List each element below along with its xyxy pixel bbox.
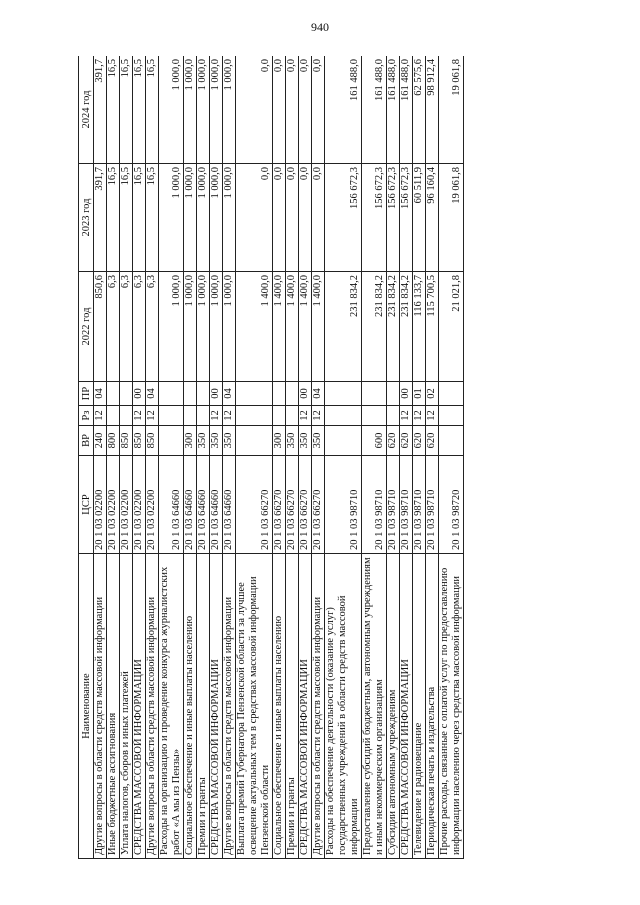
cell-pr: 02 xyxy=(426,382,439,406)
cell-pr: 04 xyxy=(94,382,107,406)
cell-y2023: 16,5 xyxy=(107,164,120,272)
cell-y2023: 1 000,0 xyxy=(197,164,210,272)
cell-rz: 12 xyxy=(133,406,146,426)
cell-rz: 12 xyxy=(223,406,236,426)
cell-csr: 20 1 03 66270 xyxy=(299,456,312,554)
cell-y2024: 1 000,0 xyxy=(197,56,210,164)
table-row xyxy=(223,56,236,859)
budget-table xyxy=(78,56,464,859)
cell-y2024: 0,0 xyxy=(236,56,273,164)
header-csr: ЦСР xyxy=(79,456,94,554)
table-body xyxy=(94,56,464,859)
cell-vr: 800 xyxy=(107,426,120,456)
cell-name: Премии и гранты xyxy=(286,554,299,859)
cell-y2024: 161 488,0 xyxy=(325,56,362,164)
cell-vr: 620 xyxy=(413,426,426,456)
cell-vr: 350 xyxy=(210,426,223,456)
cell-y2022: 231 834,2 xyxy=(387,272,400,382)
cell-y2023: 0,0 xyxy=(286,164,299,272)
cell-name: Выплата премий Губернатора Пензенской области за лучшее освещение актуальных тем в средствах массовой информации Пензенской области xyxy=(236,554,273,859)
cell-y2024: 1 000,0 xyxy=(210,56,223,164)
cell-y2024: 1 000,0 xyxy=(223,56,236,164)
table-row xyxy=(312,56,325,859)
cell-csr: 20 1 03 02200 xyxy=(133,456,146,554)
table-row xyxy=(184,56,197,859)
cell-y2024: 391,7 xyxy=(94,56,107,164)
cell-name: СРЕДСТВА МАССОВОЙ ИНФОРМАЦИИ xyxy=(299,554,312,859)
cell-y2022: 850,6 xyxy=(94,272,107,382)
cell-y2024: 0,0 xyxy=(299,56,312,164)
cell-csr: 20 1 03 98710 xyxy=(362,456,387,554)
cell-y2023: 0,0 xyxy=(299,164,312,272)
cell-csr: 20 1 03 64660 xyxy=(184,456,197,554)
cell-y2023: 1 000,0 xyxy=(210,164,223,272)
cell-vr: 300 xyxy=(273,426,286,456)
cell-vr: 620 xyxy=(426,426,439,456)
cell-y2022: 1 000,0 xyxy=(184,272,197,382)
cell-y2024: 161 488,0 xyxy=(387,56,400,164)
cell-y2024: 1 000,0 xyxy=(184,56,197,164)
cell-y2024: 161 488,0 xyxy=(400,56,413,164)
cell-rz xyxy=(325,406,362,426)
table-row xyxy=(400,56,413,859)
cell-vr: 350 xyxy=(299,426,312,456)
cell-y2024: 0,0 xyxy=(312,56,325,164)
cell-pr xyxy=(184,382,197,406)
table-row xyxy=(286,56,299,859)
cell-rz: 12 xyxy=(210,406,223,426)
table-row xyxy=(325,56,362,859)
table-row xyxy=(146,56,159,859)
cell-pr xyxy=(387,382,400,406)
rotated-page xyxy=(78,56,585,859)
table-row xyxy=(413,56,426,859)
cell-y2022: 1 000,0 xyxy=(159,272,184,382)
cell-y2023: 156 672,3 xyxy=(362,164,387,272)
cell-rz xyxy=(387,406,400,426)
cell-y2022: 1 000,0 xyxy=(197,272,210,382)
cell-pr xyxy=(362,382,387,406)
cell-vr: 620 xyxy=(387,426,400,456)
table-row xyxy=(299,56,312,859)
cell-rz xyxy=(273,406,286,426)
table-row xyxy=(426,56,439,859)
cell-y2022: 116 133,7 xyxy=(413,272,426,382)
cell-y2024: 16,5 xyxy=(133,56,146,164)
cell-pr: 04 xyxy=(146,382,159,406)
cell-y2022: 1 400,0 xyxy=(299,272,312,382)
cell-vr xyxy=(439,426,464,456)
cell-vr: 350 xyxy=(223,426,236,456)
cell-y2023: 16,5 xyxy=(120,164,133,272)
cell-name: Периодическая печать и издательства xyxy=(426,554,439,859)
cell-rz: 12 xyxy=(94,406,107,426)
cell-rz xyxy=(184,406,197,426)
cell-csr: 20 1 03 02200 xyxy=(107,456,120,554)
cell-y2023: 0,0 xyxy=(273,164,286,272)
cell-csr: 20 1 03 98710 xyxy=(387,456,400,554)
cell-y2023: 19 061,8 xyxy=(439,164,464,272)
table-header-row xyxy=(79,56,94,859)
cell-rz xyxy=(197,406,210,426)
cell-y2024: 1 000,0 xyxy=(159,56,184,164)
cell-rz: 12 xyxy=(146,406,159,426)
cell-vr xyxy=(159,426,184,456)
table-row xyxy=(387,56,400,859)
cell-vr: 620 xyxy=(400,426,413,456)
cell-rz: 12 xyxy=(413,406,426,426)
cell-csr: 20 1 03 98710 xyxy=(413,456,426,554)
cell-y2023: 391,7 xyxy=(94,164,107,272)
cell-y2023: 60 511,9 xyxy=(413,164,426,272)
cell-name: Предоставление субсидий бюджетным, автономным учреждениям и иным некоммерческим организациям xyxy=(362,554,387,859)
cell-rz xyxy=(286,406,299,426)
table-row xyxy=(439,56,464,859)
cell-vr xyxy=(325,426,362,456)
header-2024: 2024 год xyxy=(79,56,94,164)
cell-y2024: 16,5 xyxy=(120,56,133,164)
cell-y2022: 6,3 xyxy=(107,272,120,382)
cell-y2022: 1 400,0 xyxy=(286,272,299,382)
cell-pr xyxy=(197,382,210,406)
cell-name: Другие вопросы в области средств массовой информации xyxy=(312,554,325,859)
cell-name: Уплата налогов, сборов и иных платежей xyxy=(120,554,133,859)
cell-y2024: 0,0 xyxy=(273,56,286,164)
cell-rz: 12 xyxy=(400,406,413,426)
cell-rz xyxy=(439,406,464,426)
table-row xyxy=(362,56,387,859)
cell-rz xyxy=(236,406,273,426)
cell-pr xyxy=(325,382,362,406)
cell-name: СРЕДСТВА МАССОВОЙ ИНФОРМАЦИИ xyxy=(210,554,223,859)
cell-csr: 20 1 03 66270 xyxy=(286,456,299,554)
cell-name: Расходы на обеспечение деятельности (оказание услуг) государственных учреждений в области средств массовой информации xyxy=(325,554,362,859)
header-2022: 2022 год xyxy=(79,272,94,382)
cell-pr: 00 xyxy=(210,382,223,406)
cell-pr xyxy=(120,382,133,406)
cell-vr: 850 xyxy=(120,426,133,456)
cell-rz xyxy=(120,406,133,426)
cell-name: Субсидии автономным учреждениям xyxy=(387,554,400,859)
cell-name: СРЕДСТВА МАССОВОЙ ИНФОРМАЦИИ xyxy=(133,554,146,859)
cell-y2024: 16,5 xyxy=(107,56,120,164)
cell-y2024: 62 575,6 xyxy=(413,56,426,164)
cell-csr: 20 1 03 66270 xyxy=(236,456,273,554)
cell-y2022: 1 000,0 xyxy=(210,272,223,382)
cell-name: Иные бюджетные ассигнования xyxy=(107,554,120,859)
cell-csr: 20 1 03 98720 xyxy=(439,456,464,554)
cell-pr xyxy=(286,382,299,406)
cell-csr: 20 1 03 02200 xyxy=(120,456,133,554)
cell-y2022: 231 834,2 xyxy=(362,272,387,382)
header-rz: Рз xyxy=(79,406,94,426)
header-name: Наименование xyxy=(79,554,94,859)
cell-y2022: 231 834,2 xyxy=(325,272,362,382)
cell-name: Премии и гранты xyxy=(197,554,210,859)
cell-y2022: 231 834,2 xyxy=(400,272,413,382)
cell-rz xyxy=(159,406,184,426)
cell-name: Другие вопросы в области средств массовой информации xyxy=(146,554,159,859)
cell-rz xyxy=(107,406,120,426)
cell-pr xyxy=(273,382,286,406)
cell-y2022: 1 400,0 xyxy=(312,272,325,382)
cell-rz xyxy=(362,406,387,426)
cell-y2023: 1 000,0 xyxy=(223,164,236,272)
cell-y2023: 96 160,4 xyxy=(426,164,439,272)
cell-pr: 00 xyxy=(133,382,146,406)
cell-csr: 20 1 03 02200 xyxy=(94,456,107,554)
cell-vr: 850 xyxy=(146,426,159,456)
cell-name: Социальное обеспечение и иные выплаты населению xyxy=(273,554,286,859)
cell-csr: 20 1 03 98710 xyxy=(426,456,439,554)
cell-name: Телевидение и радиовещание xyxy=(413,554,426,859)
cell-pr: 00 xyxy=(299,382,312,406)
cell-y2022: 6,3 xyxy=(146,272,159,382)
cell-vr: 350 xyxy=(286,426,299,456)
page-number: 940 xyxy=(311,20,329,34)
table-row xyxy=(159,56,184,859)
cell-y2022: 1 400,0 xyxy=(236,272,273,382)
cell-csr: 20 1 03 66270 xyxy=(312,456,325,554)
cell-y2023: 156 672,3 xyxy=(400,164,413,272)
cell-pr xyxy=(236,382,273,406)
table-row xyxy=(236,56,273,859)
cell-pr: 00 xyxy=(400,382,413,406)
cell-pr: 04 xyxy=(223,382,236,406)
cell-y2023: 16,5 xyxy=(146,164,159,272)
cell-vr: 850 xyxy=(133,426,146,456)
cell-y2024: 19 061,8 xyxy=(439,56,464,164)
cell-csr: 20 1 03 66270 xyxy=(273,456,286,554)
cell-y2024: 0,0 xyxy=(286,56,299,164)
cell-y2024: 98 912,4 xyxy=(426,56,439,164)
cell-y2024: 161 488,0 xyxy=(362,56,387,164)
cell-csr: 20 1 03 64660 xyxy=(159,456,184,554)
cell-name: Социальное обеспечение и иные выплаты населению xyxy=(184,554,197,859)
cell-name: Другие вопросы в области средств массовой информации xyxy=(94,554,107,859)
cell-csr: 20 1 03 98710 xyxy=(400,456,413,554)
table-row xyxy=(120,56,133,859)
cell-name: СРЕДСТВА МАССОВОЙ ИНФОРМАЦИИ xyxy=(400,554,413,859)
table-row xyxy=(273,56,286,859)
table-row xyxy=(197,56,210,859)
cell-name: Расходы на организацию и проведение конкурса журналистских работ «А мы из Пензы» xyxy=(159,554,184,859)
cell-csr: 20 1 03 64660 xyxy=(197,456,210,554)
cell-y2023: 1 000,0 xyxy=(159,164,184,272)
table-row xyxy=(107,56,120,859)
cell-y2023: 1 000,0 xyxy=(184,164,197,272)
cell-pr: 04 xyxy=(312,382,325,406)
table-row xyxy=(210,56,223,859)
cell-pr: 01 xyxy=(413,382,426,406)
cell-vr: 240 xyxy=(94,426,107,456)
cell-csr: 20 1 03 98710 xyxy=(325,456,362,554)
cell-y2022: 6,3 xyxy=(133,272,146,382)
cell-y2023: 16,5 xyxy=(133,164,146,272)
cell-y2023: 156 672,3 xyxy=(387,164,400,272)
header-vr: ВР xyxy=(79,426,94,456)
landscape-table-wrapper xyxy=(78,56,585,859)
cell-y2022: 115 700,5 xyxy=(426,272,439,382)
cell-pr xyxy=(107,382,120,406)
cell-rz: 12 xyxy=(299,406,312,426)
cell-rz: 12 xyxy=(312,406,325,426)
cell-y2022: 1 000,0 xyxy=(223,272,236,382)
cell-vr: 300 xyxy=(184,426,197,456)
cell-y2022: 21 021,8 xyxy=(439,272,464,382)
cell-y2023: 0,0 xyxy=(312,164,325,272)
cell-vr: 600 xyxy=(362,426,387,456)
header-2023: 2023 год xyxy=(79,164,94,272)
header-pr: ПР xyxy=(79,382,94,406)
cell-vr: 350 xyxy=(197,426,210,456)
cell-vr: 350 xyxy=(312,426,325,456)
table-row xyxy=(133,56,146,859)
cell-y2022: 6,3 xyxy=(120,272,133,382)
table-row xyxy=(94,56,107,859)
cell-name: Другие вопросы в области средств массовой информации xyxy=(223,554,236,859)
cell-rz: 12 xyxy=(426,406,439,426)
cell-vr xyxy=(236,426,273,456)
cell-pr xyxy=(439,382,464,406)
cell-name: Прочие расходы, связанные с оплатой услуг по предоставлению информации населению через средства массовой информации xyxy=(439,554,464,859)
cell-csr: 20 1 03 64660 xyxy=(223,456,236,554)
cell-y2022: 1 400,0 xyxy=(273,272,286,382)
cell-pr xyxy=(159,382,184,406)
cell-csr: 20 1 03 02200 xyxy=(146,456,159,554)
cell-csr: 20 1 03 64660 xyxy=(210,456,223,554)
cell-y2023: 156 672,3 xyxy=(325,164,362,272)
cell-y2024: 16,5 xyxy=(146,56,159,164)
cell-y2023: 0,0 xyxy=(236,164,273,272)
